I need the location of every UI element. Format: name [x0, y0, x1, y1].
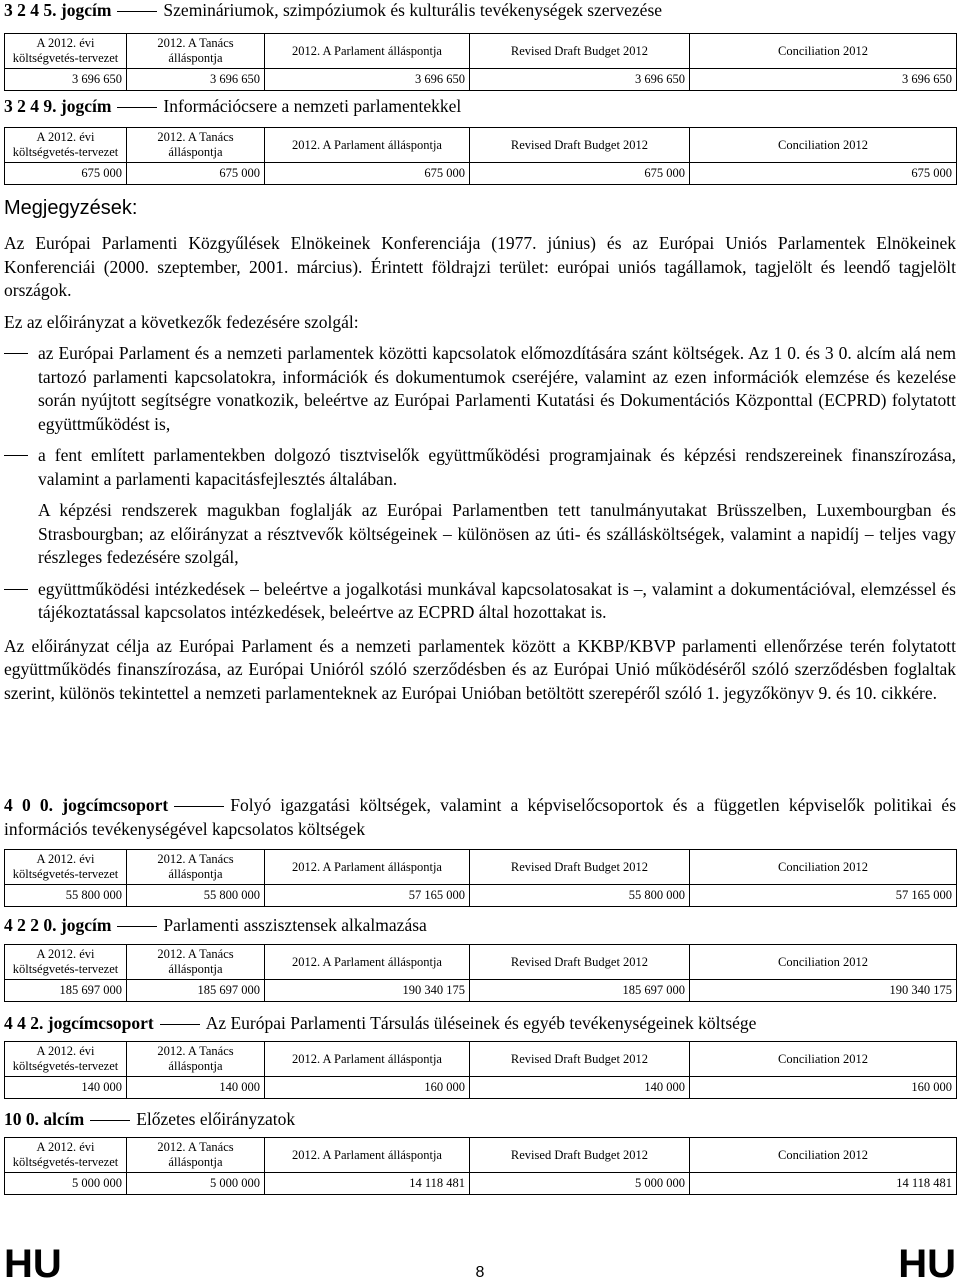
value-parliament: 3 696 650	[265, 69, 470, 91]
section-code: 3 2 4 9.	[4, 96, 57, 116]
value-revised: 3 696 650	[470, 69, 690, 91]
section-title: Parlamenti asszisztensek alkalmazása	[163, 915, 427, 935]
section-type: jogcímcsoport	[47, 1013, 154, 1033]
heading-dash	[174, 806, 224, 807]
value-parliament: 675 000	[265, 163, 470, 185]
header-draft-budget: A 2012. évi költségvetés-tervezet	[5, 850, 127, 885]
value-conciliation: 3 696 650	[690, 69, 957, 91]
section-title: Szemináriumok, szimpóziumok és kulturális tevékenységek szervezése	[163, 0, 663, 20]
section-heading	[4, 1109, 295, 1129]
bullet-dash	[4, 353, 28, 354]
section-heading	[4, 1013, 756, 1033]
notes-paragraph: A képzési rendszerek magukban foglalják az Európai Parlamentben tett tanulmányutakat Brüsszelben, Luxembourgban és Strasbourgban; az előirányzat a résztvevők költségeinek – különösen az úti- és szállásköltségek, valamint a napidíj – teljes vagy részleges fedezésére szolgál,	[38, 500, 956, 567]
table-header-row	[5, 850, 957, 885]
header-parliament: 2012. A Parlament álláspontja	[265, 1042, 470, 1077]
value-revised: 140 000	[470, 1077, 690, 1099]
value-revised: 185 697 000	[470, 980, 690, 1002]
value-draft-budget: 55 800 000	[5, 885, 127, 907]
notes-bullet	[4, 342, 956, 436]
section-title: Előzetes előirányzatok	[136, 1109, 296, 1129]
header-draft-budget: A 2012. évi költségvetés-tervezet	[5, 128, 127, 163]
footer-language-right: HU	[898, 1242, 956, 1286]
section-code: 10 0.	[4, 1109, 39, 1129]
value-parliament: 160 000	[265, 1077, 470, 1099]
heading-dash	[160, 1024, 200, 1025]
value-council: 140 000	[127, 1077, 265, 1099]
section-heading	[4, 794, 956, 841]
table-header-row	[5, 1042, 957, 1077]
header-parliament: 2012. A Parlament álláspontja	[265, 128, 470, 163]
value-council: 3 696 650	[127, 69, 265, 91]
value-conciliation: 57 165 000	[690, 885, 957, 907]
section-code: 4 4 2.	[4, 1013, 44, 1033]
section-title: Az Európai Parlamenti Társulás üléseinek és egyéb tevékenységeinek költsége	[205, 1013, 757, 1033]
value-parliament: 190 340 175	[265, 980, 470, 1002]
table-value-row	[5, 1173, 957, 1195]
value-conciliation: 14 118 481	[690, 1173, 957, 1195]
header-conciliation: Conciliation 2012	[690, 1042, 957, 1077]
notes-paragraph: Az Európai Parlamenti Közgyűlések Elnökeinek Konferenciája (1977. június) és az Európai Uniós Parlamentek Elnökeinek Konferenciái (2000. szeptember, 2001. március). Érintett földrajzi terület: európai uniós tagállamok, tagjelölt és leendő tagjelölt országok.	[4, 233, 956, 300]
section-type: jogcím	[60, 0, 112, 20]
heading-dash	[117, 107, 157, 108]
section-heading	[4, 915, 427, 935]
page-number: 8	[475, 1264, 485, 1281]
header-revised: Revised Draft Budget 2012	[470, 1138, 690, 1173]
section-heading	[4, 96, 461, 116]
heading-dash	[90, 1120, 130, 1121]
header-parliament: 2012. A Parlament álláspontja	[265, 850, 470, 885]
notes-bullet	[4, 444, 956, 491]
header-council: 2012. A Tanács álláspontja	[127, 128, 265, 163]
notes-paragraph: Az előirányzat célja az Európai Parlament és a nemzeti parlamentek között a KKBP/KBVP parlamenti ellenőrzése terén folytatott együttműködés finanszírozása, az Európai Unióról szóló szerződésben és az Európai Unió működéséről szóló szerződésben foglaltak szerint, különös tekintettel a nemzeti parlamenteknek az Európai Unióban betöltött szerepéről szóló 1. jegyzőkönyv 9. és 10. cikkére.	[4, 635, 956, 703]
budget-table	[4, 944, 957, 1002]
value-draft-budget: 5 000 000	[5, 1173, 127, 1195]
header-council: 2012. A Tanács álláspontja	[127, 1138, 265, 1173]
header-revised: Revised Draft Budget 2012	[470, 1042, 690, 1077]
budget-table	[4, 849, 957, 907]
value-parliament: 57 165 000	[265, 885, 470, 907]
header-parliament: 2012. A Parlament álláspontja	[265, 1138, 470, 1173]
bullet-text: együttműködési intézkedések – beleértve a jogalkotási munkával kapcsolatosakat is –, valamint a dokumentációval, elemzéssel és tájékoztatással kapcsolatos intézkedések, beleértve az ECPRD által hozottakat is.	[38, 578, 956, 622]
header-draft-budget: A 2012. évi költségvetés-tervezet	[5, 1138, 127, 1173]
value-revised: 5 000 000	[470, 1173, 690, 1195]
notes-title: Megjegyzések:	[4, 197, 138, 219]
table-header-row	[5, 128, 957, 163]
section-title: Információcsere a nemzeti parlamentekkel	[163, 96, 462, 116]
header-council: 2012. A Tanács álláspontja	[127, 1042, 265, 1077]
budget-table	[4, 1041, 957, 1099]
section-code: 4 2 2 0.	[4, 915, 57, 935]
table-header-row	[5, 1138, 957, 1173]
header-council: 2012. A Tanács álláspontja	[127, 850, 265, 885]
value-parliament: 14 118 481	[265, 1173, 470, 1195]
header-revised: Revised Draft Budget 2012	[470, 850, 690, 885]
section-code: 4 0 0.	[4, 795, 54, 815]
section-title: Folyó igazgatási költségek, valamint a képviselőcsoportok és a független képviselők politikai és információs tevékenységével kapcsolatos költségek	[4, 795, 957, 839]
header-revised: Revised Draft Budget 2012	[470, 945, 690, 980]
bullet-text: a fent említett parlamentekben dolgozó tisztviselők együttműködési programjainak és képzési rendszereinek finanszírozása, valamint a parlamenti kapacitásfejlesztés általában.	[38, 445, 956, 489]
section-heading	[4, 0, 662, 20]
header-draft-budget: A 2012. évi költségvetés-tervezet	[5, 34, 127, 69]
header-revised: Revised Draft Budget 2012	[470, 34, 690, 69]
section-type: jogcím	[60, 915, 112, 935]
notes-bullet	[4, 578, 956, 625]
header-conciliation: Conciliation 2012	[690, 128, 957, 163]
value-council: 675 000	[127, 163, 265, 185]
value-council: 55 800 000	[127, 885, 265, 907]
value-council: 5 000 000	[127, 1173, 265, 1195]
table-header-row	[5, 945, 957, 980]
header-parliament: 2012. A Parlament álláspontja	[265, 945, 470, 980]
budget-table	[4, 1137, 957, 1195]
header-parliament: 2012. A Parlament álláspontja	[265, 34, 470, 69]
header-conciliation: Conciliation 2012	[690, 1138, 957, 1173]
value-draft-budget: 140 000	[5, 1077, 127, 1099]
table-value-row	[5, 885, 957, 907]
bullet-dash	[4, 589, 28, 590]
value-conciliation: 190 340 175	[690, 980, 957, 1002]
notes-body	[4, 232, 956, 705]
value-draft-budget: 3 696 650	[5, 69, 127, 91]
header-revised: Revised Draft Budget 2012	[470, 128, 690, 163]
table-value-row	[5, 1077, 957, 1099]
bullet-dash	[4, 455, 28, 456]
heading-dash	[117, 11, 157, 12]
notes-paragraph: Ez az előirányzat a következők fedezésére szolgál:	[4, 311, 359, 332]
page-footer	[0, 1240, 960, 1284]
value-conciliation: 675 000	[690, 163, 957, 185]
section-type: jogcím	[60, 96, 112, 116]
value-draft-budget: 675 000	[5, 163, 127, 185]
header-draft-budget: A 2012. évi költségvetés-tervezet	[5, 1042, 127, 1077]
value-draft-budget: 185 697 000	[5, 980, 127, 1002]
header-conciliation: Conciliation 2012	[690, 34, 957, 69]
header-draft-budget: A 2012. évi költségvetés-tervezet	[5, 945, 127, 980]
budget-table	[4, 127, 957, 185]
budget-table	[4, 33, 957, 91]
header-council: 2012. A Tanács álláspontja	[127, 945, 265, 980]
bullet-text: az Európai Parlament és a nemzeti parlamentek közötti kapcsolatok előmozdítására szánt költségek. Az 1 0. és 3 0. alcím alá nem tartozó parlamenti kapcsolatokra, információk és dokumentumok cseréjére, valamint az ezen információk elemzése és kezelése során nyújtott segítségre vonatkozik, beleértve az Európai Parlamenti Kutatási és Dokumentációs Központtal (ECPRD) folytatott együttműködést is,	[38, 343, 956, 434]
section-code: 3 2 4 5.	[4, 0, 57, 20]
value-revised: 55 800 000	[470, 885, 690, 907]
section-type: alcím	[43, 1109, 85, 1129]
value-revised: 675 000	[470, 163, 690, 185]
value-conciliation: 160 000	[690, 1077, 957, 1099]
section-type: jogcímcsoport	[62, 795, 169, 815]
header-council: 2012. A Tanács álláspontja	[127, 34, 265, 69]
value-council: 185 697 000	[127, 980, 265, 1002]
table-value-row	[5, 163, 957, 185]
header-conciliation: Conciliation 2012	[690, 850, 957, 885]
table-value-row	[5, 980, 957, 1002]
table-header-row	[5, 34, 957, 69]
footer-language-left: HU	[4, 1242, 62, 1286]
heading-dash	[117, 926, 157, 927]
header-conciliation: Conciliation 2012	[690, 945, 957, 980]
table-value-row	[5, 69, 957, 91]
